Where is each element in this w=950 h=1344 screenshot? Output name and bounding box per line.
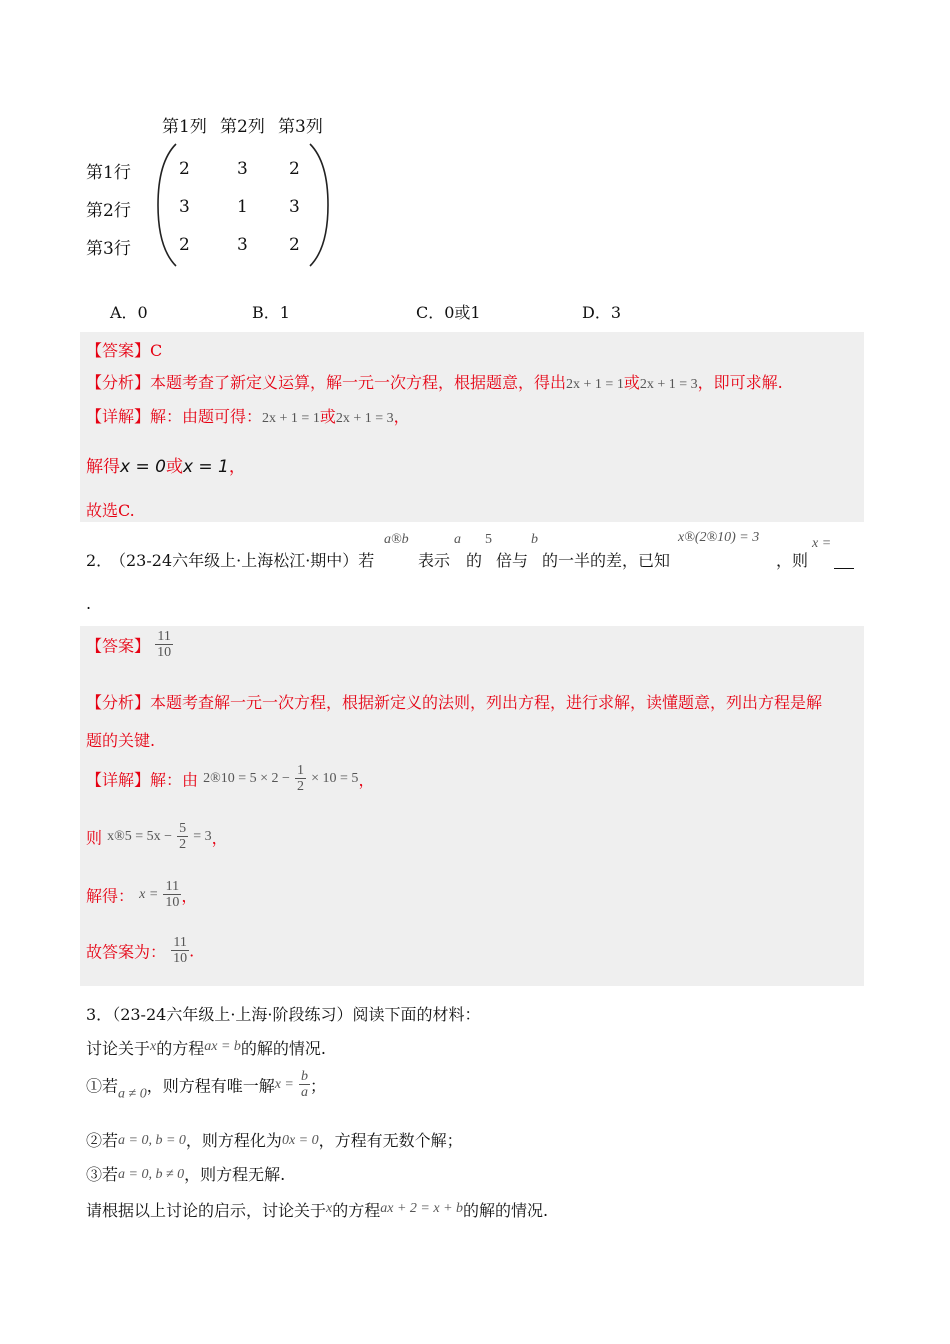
answer-value: C: [150, 341, 163, 360]
q2-detail-line: [86, 764, 374, 794]
step-prefix: 故答案为：: [86, 942, 167, 962]
or-text: 或: [623, 373, 640, 392]
q2-text: 的: [466, 551, 483, 570]
text: 讨论关于: [86, 1039, 151, 1058]
row-header-2: 第2行: [86, 201, 131, 221]
equation: 2x + 1 = 3: [639, 377, 698, 392]
step-end: ，: [358, 770, 375, 790]
solve-end: ，: [228, 457, 246, 477]
q2-source: （23-24六年级上·上海松江·期中）若: [110, 551, 375, 570]
q2-text: ，则: [776, 551, 809, 570]
text: 请根据以上讨论的启示，讨论关于: [86, 1201, 327, 1220]
step-prefix: 则: [86, 828, 103, 848]
matrix-cell: 3: [237, 159, 248, 179]
q2-x-eq: x =: [812, 536, 832, 551]
option-c: C．0或1: [416, 303, 481, 322]
fraction-numerator: 11: [173, 935, 187, 950]
q2-var-b: b: [531, 532, 538, 547]
matrix-cell: 1: [237, 197, 248, 217]
matrix-cell: 2: [179, 159, 190, 179]
q2-answer-line: [86, 630, 173, 660]
answer-fraction: [155, 630, 173, 660]
text: 的方程: [156, 1039, 205, 1058]
detail-tag: 【详解】: [86, 407, 151, 426]
matrix-cell: 2: [289, 159, 300, 179]
q2-analysis-line-2: 题的关键.: [86, 731, 156, 750]
row-header-1: 第1行: [86, 163, 131, 183]
fraction-numerator: 5: [179, 821, 187, 836]
col-header-1: 第1列: [162, 117, 207, 137]
q1-analysis-line: [86, 370, 783, 393]
analysis-text: 本题考查解一元一次方程，根据新定义的法则，列出方程，进行求解，读懂题意，列出方程是解: [150, 693, 823, 712]
row-header-3: 第3行: [86, 239, 131, 259]
detail-end: ，: [393, 407, 410, 426]
q3-header: [86, 1002, 481, 1025]
col-header-2: 第2列: [220, 117, 265, 137]
matrix-cell: 3: [179, 197, 190, 217]
equation: 2x + 1 = 1: [566, 377, 624, 392]
detail-text: 解：由: [150, 770, 199, 790]
matrix-left-bracket: [154, 142, 180, 268]
answer-tag: 【答案】: [86, 341, 151, 360]
analysis-end: ，即可求解.: [697, 373, 783, 392]
q1-answer-line: [86, 338, 162, 361]
text: ，方程有无数个解；: [318, 1131, 463, 1150]
q2-blank[interactable]: [834, 566, 854, 569]
condition: a = 0, b = 0: [118, 1133, 186, 1148]
q2-expr-ab: a®b: [384, 532, 409, 547]
option-d: D．3: [582, 303, 622, 322]
q1-final-line: 故选C.: [86, 501, 135, 520]
matrix-cell: 2: [289, 235, 300, 255]
q2-text: 的一半的差，已知: [542, 551, 671, 570]
step-end: ，: [181, 886, 198, 906]
text: ①若: [86, 1076, 119, 1096]
q2-step3-line: [86, 880, 197, 910]
step-prefix: 解得：: [86, 886, 135, 906]
solve-prefix: 解得: [86, 457, 120, 477]
equation: 0x = 0: [281, 1133, 319, 1148]
text: ②若: [86, 1131, 119, 1150]
fraction: [171, 936, 189, 966]
equation: = 3: [193, 829, 212, 844]
col-header-3: 第3列: [278, 117, 323, 137]
matrix-cell: 3: [237, 235, 248, 255]
fraction: [295, 764, 306, 794]
fraction-numerator: 11: [157, 629, 171, 644]
fraction: [163, 880, 181, 910]
var-x: x: [150, 1039, 157, 1054]
equation: x®5 = 5x −: [107, 829, 173, 844]
fraction-denominator: 10: [173, 951, 188, 966]
equation: x =: [274, 1077, 294, 1092]
equation: x = 0: [120, 457, 166, 477]
matrix-cell: 2: [179, 235, 190, 255]
text: ，则方程化为: [185, 1131, 282, 1150]
q2-analysis-line-1: [86, 690, 822, 713]
text: ；: [309, 1076, 326, 1096]
equation: x =: [139, 887, 159, 902]
text: ③若: [86, 1165, 119, 1184]
equation: 2®10 = 5 × 2 −: [203, 771, 290, 786]
fraction-numerator: b: [300, 1069, 308, 1084]
condition: a ≠ 0: [118, 1086, 147, 1102]
q1-solve-line: [86, 452, 246, 477]
q2-step2-line: [86, 822, 228, 852]
equation: × 10 = 5: [311, 771, 359, 786]
q2-solution-box: [80, 626, 864, 986]
fraction-denominator: 2: [179, 837, 187, 852]
option-a: A．0: [110, 303, 148, 322]
fraction-numerator: 1: [297, 763, 305, 778]
analysis-text: 本题考查了新定义运算，解一元一次方程，根据题意，得出: [150, 373, 567, 392]
condition: a = 0, b ≠ 0: [118, 1167, 185, 1182]
fraction: [177, 822, 188, 852]
answer-tag: 【答案】: [86, 636, 151, 656]
fraction-denominator: 10: [157, 645, 172, 660]
q3-line-1: [86, 1036, 326, 1059]
detail-text: 解：由题可得：: [150, 407, 263, 426]
analysis-tag: 【分析】: [86, 373, 151, 392]
q1-solution-box: [80, 332, 864, 522]
var-x: x: [326, 1201, 333, 1216]
q3-task: [86, 1198, 548, 1221]
fraction: [299, 1070, 310, 1100]
text: ，则方程有唯一解: [146, 1076, 275, 1096]
equation: x = 1: [182, 457, 229, 477]
fraction-denominator: a: [300, 1085, 308, 1100]
text: 的解的情况.: [240, 1039, 327, 1058]
or-text: 或: [319, 407, 336, 426]
matrix-cell: 3: [289, 197, 300, 217]
fraction-denominator: 2: [297, 779, 305, 794]
analysis-tag: 【分析】: [86, 693, 151, 712]
q3-source: （23-24六年级上·上海·阶段练习）阅读下面的材料：: [112, 1005, 481, 1024]
option-b: B．1: [252, 303, 290, 322]
equation: 2x + 1 = 3: [335, 411, 394, 426]
equation: 2x + 1 = 1: [262, 411, 320, 426]
q2-given: x®(2®10) = 3: [678, 530, 760, 545]
q3-case-1: [86, 1070, 326, 1103]
q3-case-2: [86, 1128, 463, 1151]
q2-text: 表示: [418, 551, 451, 570]
step-end: .: [189, 941, 195, 961]
step-end: ，: [211, 828, 228, 848]
q2-var-a: a: [454, 532, 461, 547]
q3-case-3: [86, 1162, 285, 1185]
text: ，则方程无解.: [184, 1165, 286, 1184]
q2-step4-line: [86, 936, 194, 966]
equation: ax = b: [204, 1039, 241, 1054]
text: 的方程: [332, 1201, 381, 1220]
q1-detail-line: [86, 404, 410, 427]
equation: ax + 2 = x + b: [380, 1201, 464, 1216]
fraction-numerator: 11: [165, 879, 180, 894]
matrix-right-bracket: [306, 142, 332, 268]
or-text: 或: [165, 457, 183, 477]
q3-number: 3．: [86, 1005, 113, 1024]
detail-tag: 【详解】: [86, 770, 151, 790]
q2-text: 倍与: [496, 551, 529, 570]
fraction-denominator: 10: [165, 895, 180, 910]
q2-period: .: [86, 594, 92, 613]
q2-five: 5: [485, 532, 492, 547]
q2-number: 2．: [86, 551, 113, 570]
text: 的解的情况.: [463, 1201, 549, 1220]
